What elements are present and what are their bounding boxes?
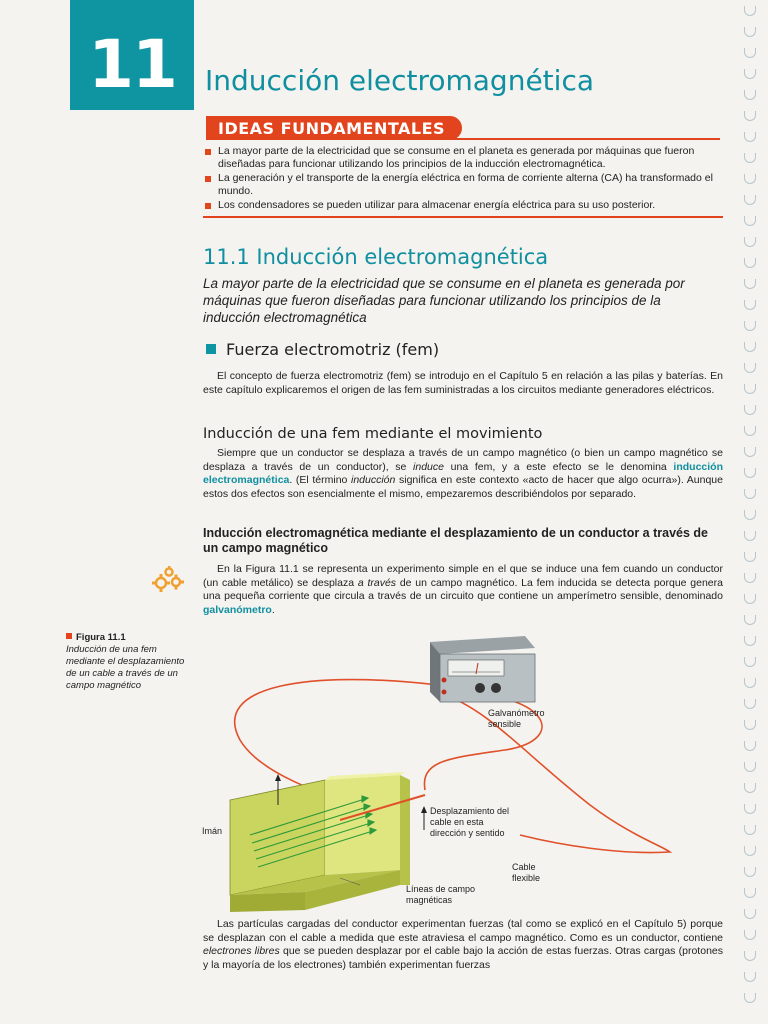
magnet-label: Imán [202,826,223,836]
binding-ring [744,48,756,58]
binding-ring [744,195,756,205]
binding-ring [744,111,756,121]
ideas-banner: IDEAS FUNDAMENTALES [206,116,462,140]
binding-ring [744,699,756,709]
cable-label: Cable flexible [512,862,541,883]
binding-ring [744,951,756,961]
binding-ring [744,510,756,520]
binding-ring [744,846,756,856]
binding-ring [744,153,756,163]
figure-caption: Figura 11.1 Inducción de una fem mediante el desplazamiento de un cable a través de un campo magnético [66,632,185,691]
binding-ring [744,867,756,877]
binding-ring [744,762,756,772]
conductor-heading: Inducción electromagnética mediante el desplazamiento de un conductor a través de un campo magnético [203,526,708,555]
conductor-paragraph: En la Figura 11.1 se representa un experimento simple en el que se induce una fem cuando un conductor (un cable metálico) se desplaza a través de un campo magnético. La fem inducida se detecta porque genera una pequeña corriente que circula a través de un circuito que contiene un amperímetro sensible, denominado galvanómetro. [203,563,723,616]
binding-ring [744,6,756,16]
term-highlight: inducción electromagnética [203,460,723,486]
section-lead: La mayor parte de la electricidad que se consume en el planeta es generada por máquinas que fueron diseñadas para funcionar utilizando los principios de la inducción electromagnética [203,276,685,325]
binding-ring [744,27,756,37]
fem-heading: Fuerza electromotriz (fem) [206,340,439,359]
binding-ring [744,321,756,331]
chapter-number-box [70,0,194,110]
binding-ring [744,258,756,268]
chapter-number: 11 [88,26,176,103]
binding-ring [744,300,756,310]
ideas-item: La generación y el transporte de la energía eléctrica en forma de corriente alterna (CA) ha transformado el mundo. [203,172,723,198]
binding-ring [744,909,756,919]
figure-11-1 [190,630,730,915]
section-title: 11.1 Inducción electromagnética [203,245,549,269]
fem-paragraph: El concepto de fuerza electromotriz (fem) se introdujo en el Capítulo 5 en relación a las pilas y baterías. En este capítulo explicaremos el origen de las fem suministradas a los circuitos mediante generadores eléctricos. [203,370,723,396]
ideas-item: Los condensadores se pueden utilizar para almacenar energía eléctrica para su uso posterior. [203,199,723,212]
closing-paragraph: Las partículas cargadas del conductor experimentan fuerzas (tal como se explicó en el Capítulo 5) porque se desplazan con el cable a medida que este atraviesa el campo magnético. Como es un conductor, contiene electrones libres que se pueden desplazar por el cable bajo la acción de estas fuerzas. Otras cargas (protones y la mayoría de los electrones) también experimentan fuerzas [203,918,723,971]
binding-ring [744,363,756,373]
binding-ring [744,888,756,898]
square-bullet-icon [66,633,72,639]
binding-ring [744,90,756,100]
binding-ring [744,342,756,352]
square-bullet-icon [205,176,211,182]
spiral-binding [744,6,758,1016]
galvanometer-label: Galvanómetro sensible [488,708,545,729]
movement-paragraph: Siempre que un conductor se desplaza a través de un campo magnético (o bien un campo magnético se desplaza a través de un conductor), se induce una fem, y a este efecto se le denomina inducción electromagnética. (El término inducción significa en este contexto «acto de hacer que algo ocurra»). Aunque estos dos efectos son esencialmente el mismo, empezaremos describiéndolos por separado. [203,447,723,500]
binding-ring [744,678,756,688]
binding-ring [744,405,756,415]
ideas-list [203,145,723,213]
square-bullet-icon [206,344,216,354]
gears-icon [150,565,186,595]
binding-ring [744,216,756,226]
binding-ring [744,447,756,457]
field-lines-label: Líneas de campo magnéticas [406,884,476,905]
binding-ring [744,825,756,835]
binding-ring [744,69,756,79]
binding-ring [744,972,756,982]
induction-diagram [190,630,730,915]
binding-ring [744,489,756,499]
binding-ring [744,636,756,646]
ideas-item: La mayor parte de la electricidad que se consume en el planeta es generada por máquinas que fueron diseñadas para funcionar utilizando los principios de la inducción electromagnética. [203,145,723,171]
binding-ring [744,426,756,436]
binding-ring [744,573,756,583]
binding-ring [744,552,756,562]
term-highlight: galvanómetro [203,603,272,616]
ideas-divider-bottom [203,216,723,218]
binding-ring [744,132,756,142]
binding-ring [744,930,756,940]
binding-ring [744,720,756,730]
galvanometer-icon [430,636,535,702]
binding-ring [744,741,756,751]
binding-ring [744,657,756,667]
binding-ring [744,993,756,1003]
square-bullet-icon [205,149,211,155]
movement-heading: Inducción de una fem mediante el movimiento [203,426,543,442]
binding-ring [744,594,756,604]
binding-ring [744,615,756,625]
displacement-label: Desplazamiento del cable en esta dirección y sentido [430,806,510,838]
binding-ring [744,237,756,247]
binding-ring [744,783,756,793]
binding-ring [744,804,756,814]
chapter-title: Inducción electromagnética [205,64,594,97]
binding-ring [744,279,756,289]
binding-ring [744,531,756,541]
binding-ring [744,384,756,394]
binding-ring [744,468,756,478]
square-bullet-icon [205,203,211,209]
binding-ring [744,174,756,184]
ideas-divider-top [206,138,720,140]
